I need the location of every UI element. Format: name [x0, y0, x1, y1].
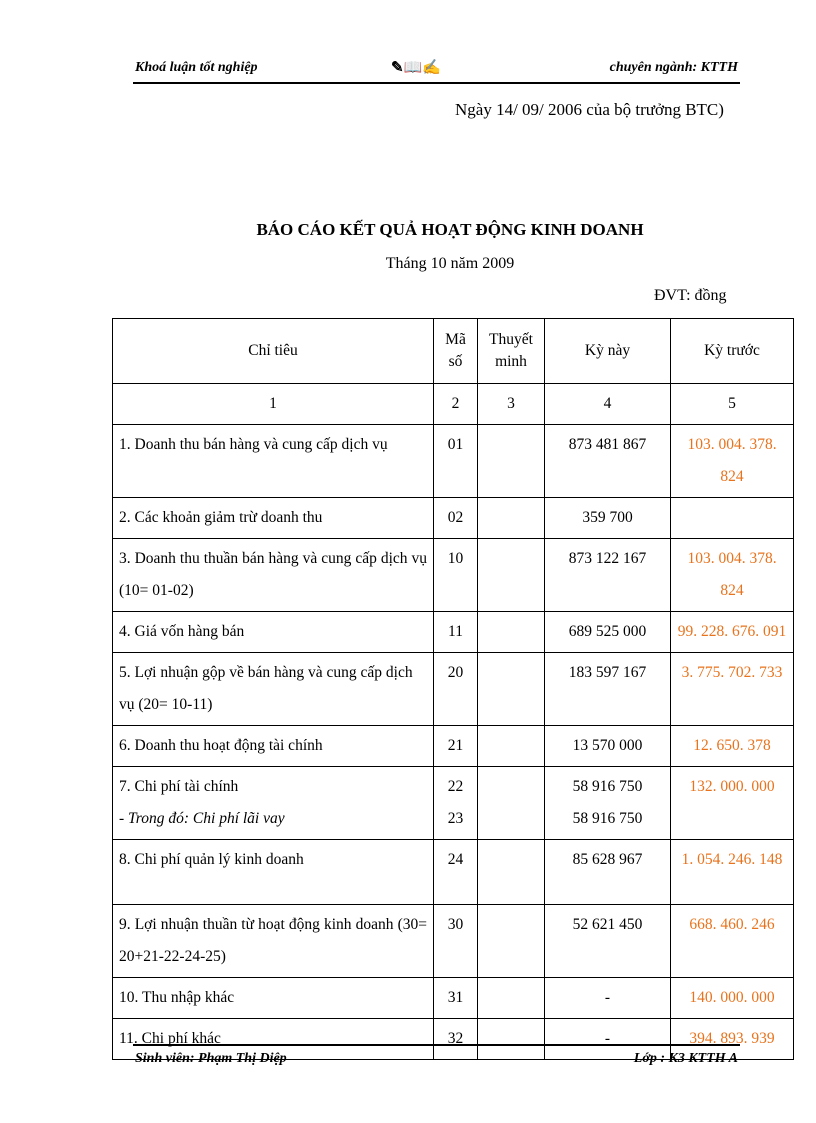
row-note: [478, 539, 545, 612]
header-indicator: Chỉ tiêu: [113, 319, 434, 384]
table-header-row: [113, 319, 794, 384]
report-title: BÁO CÁO KẾT QUẢ HOẠT ĐỘNG KINH DOANH: [256, 220, 644, 239]
column-number: 3: [478, 384, 545, 425]
row-current: 873 122 167: [545, 539, 671, 612]
table-row: [113, 726, 794, 767]
row-code: 30: [434, 905, 478, 978]
row-previous: 668. 460. 246: [671, 905, 794, 978]
table-row: [113, 612, 794, 653]
row-previous: 394. 893. 939: [671, 1019, 794, 1060]
row-code: 31: [434, 978, 478, 1019]
table-row: [113, 840, 794, 905]
row-label: 5. Lợi nhuận gộp về bán hàng và cung cấp dịch vụ (20= 10-11): [113, 653, 434, 726]
header-code: Mã số: [434, 319, 478, 384]
row-code: 01: [434, 425, 478, 498]
decree-note: Ngày 14/ 09/ 2006 của bộ trưởng BTC): [455, 100, 724, 119]
page-header: [133, 58, 740, 84]
row-label: 2. Các khoản giảm trừ doanh thu: [113, 498, 434, 539]
header-thesis-label: Khoá luận tốt nghiệp: [135, 60, 258, 75]
row-code: 32: [434, 1019, 478, 1060]
row-current: -: [545, 978, 671, 1019]
row-note: [478, 840, 545, 905]
page-footer: [133, 1044, 740, 1066]
table-row: [113, 425, 794, 498]
row-current: 85 628 967: [545, 840, 671, 905]
row-label: 6. Doanh thu hoạt động tài chính: [113, 726, 434, 767]
column-number: 5: [671, 384, 794, 425]
row-note: [478, 978, 545, 1019]
row-current-group: [545, 767, 671, 840]
table-row: [113, 767, 794, 840]
row-current: 13 570 000: [545, 726, 671, 767]
footer-student-name: Sinh viên: Phạm Thị Diệp: [135, 1051, 287, 1066]
row-previous: 103. 004. 378. 824: [671, 539, 794, 612]
report-period: Tháng 10 năm 2009: [385, 255, 515, 272]
row-note: [478, 653, 545, 726]
row-note: [478, 726, 545, 767]
table-row: [113, 905, 794, 978]
book-ornament-icon: ✎📖✍: [391, 60, 441, 76]
row-previous: 132. 000. 000: [671, 767, 794, 840]
row-previous: 99. 228. 676. 091: [671, 612, 794, 653]
row-code: 21: [434, 726, 478, 767]
header-current-period: Kỳ này: [545, 319, 671, 384]
footer-class-label: Lớp : K3 KTTH A: [633, 1051, 738, 1066]
table-row: [113, 978, 794, 1019]
row-code: 20: [434, 653, 478, 726]
row-note: [478, 425, 545, 498]
row-current: 689 525 000: [545, 612, 671, 653]
header-note: Thuyết minh: [478, 319, 545, 384]
row-code: 22: [447, 778, 464, 795]
row-label: 10. Thu nhập khác: [113, 978, 434, 1019]
column-number: 1: [113, 384, 434, 425]
row-current: 183 597 167: [545, 653, 671, 726]
row-label: 4. Giá vốn hàng bán: [113, 612, 434, 653]
header-previous-period: Kỳ trước: [671, 319, 794, 384]
row-code: 24: [434, 840, 478, 905]
row-label-group: [113, 767, 434, 840]
column-number-row: [113, 384, 794, 425]
row-previous: 103. 004. 378. 824: [671, 425, 794, 498]
row-note: [478, 498, 545, 539]
row-note: [478, 905, 545, 978]
row-label: 8. Chi phí quản lý kinh doanh: [113, 840, 434, 905]
row-label: 11. Chi phí khác: [113, 1019, 434, 1060]
row-subcurrent: 58 916 750: [572, 810, 643, 827]
row-note: [478, 612, 545, 653]
row-previous: 1. 054. 246. 148: [671, 840, 794, 905]
currency-unit: ĐVT: đồng: [654, 287, 727, 304]
header-major-label: chuyên ngành: KTTH: [609, 60, 738, 75]
row-code: 10: [434, 539, 478, 612]
income-statement-table: [112, 318, 794, 1060]
table-row: [113, 653, 794, 726]
row-current: 58 916 750: [572, 778, 643, 795]
row-subcode: 23: [447, 810, 464, 827]
row-current: -: [545, 1019, 671, 1060]
row-label: 9. Lợi nhuận thuần từ hoạt động kinh doanh (30= 20+21-22-24-25): [113, 905, 434, 978]
row-current: 873 481 867: [545, 425, 671, 498]
table-row: [113, 498, 794, 539]
row-label: 1. Doanh thu bán hàng và cung cấp dịch vụ: [113, 425, 434, 498]
row-previous: [671, 498, 794, 539]
table-row: [113, 539, 794, 612]
row-code: 11: [434, 612, 478, 653]
row-code: 02: [434, 498, 478, 539]
row-label: 7. Chi phí tài chính: [119, 778, 239, 795]
row-current: 52 621 450: [545, 905, 671, 978]
row-current: 359 700: [545, 498, 671, 539]
row-note: [478, 1019, 545, 1060]
row-sublabel: - Trong đó: Chi phí lãi vay: [119, 810, 285, 827]
row-previous: 12. 650. 378: [671, 726, 794, 767]
row-label: 3. Doanh thu thuần bán hàng và cung cấp dịch vụ (10= 01-02): [113, 539, 434, 612]
column-number: 4: [545, 384, 671, 425]
column-number: 2: [434, 384, 478, 425]
row-note: [478, 767, 545, 840]
row-code-group: [434, 767, 478, 840]
row-previous: 140. 000. 000: [671, 978, 794, 1019]
row-previous: 3. 775. 702. 733: [671, 653, 794, 726]
